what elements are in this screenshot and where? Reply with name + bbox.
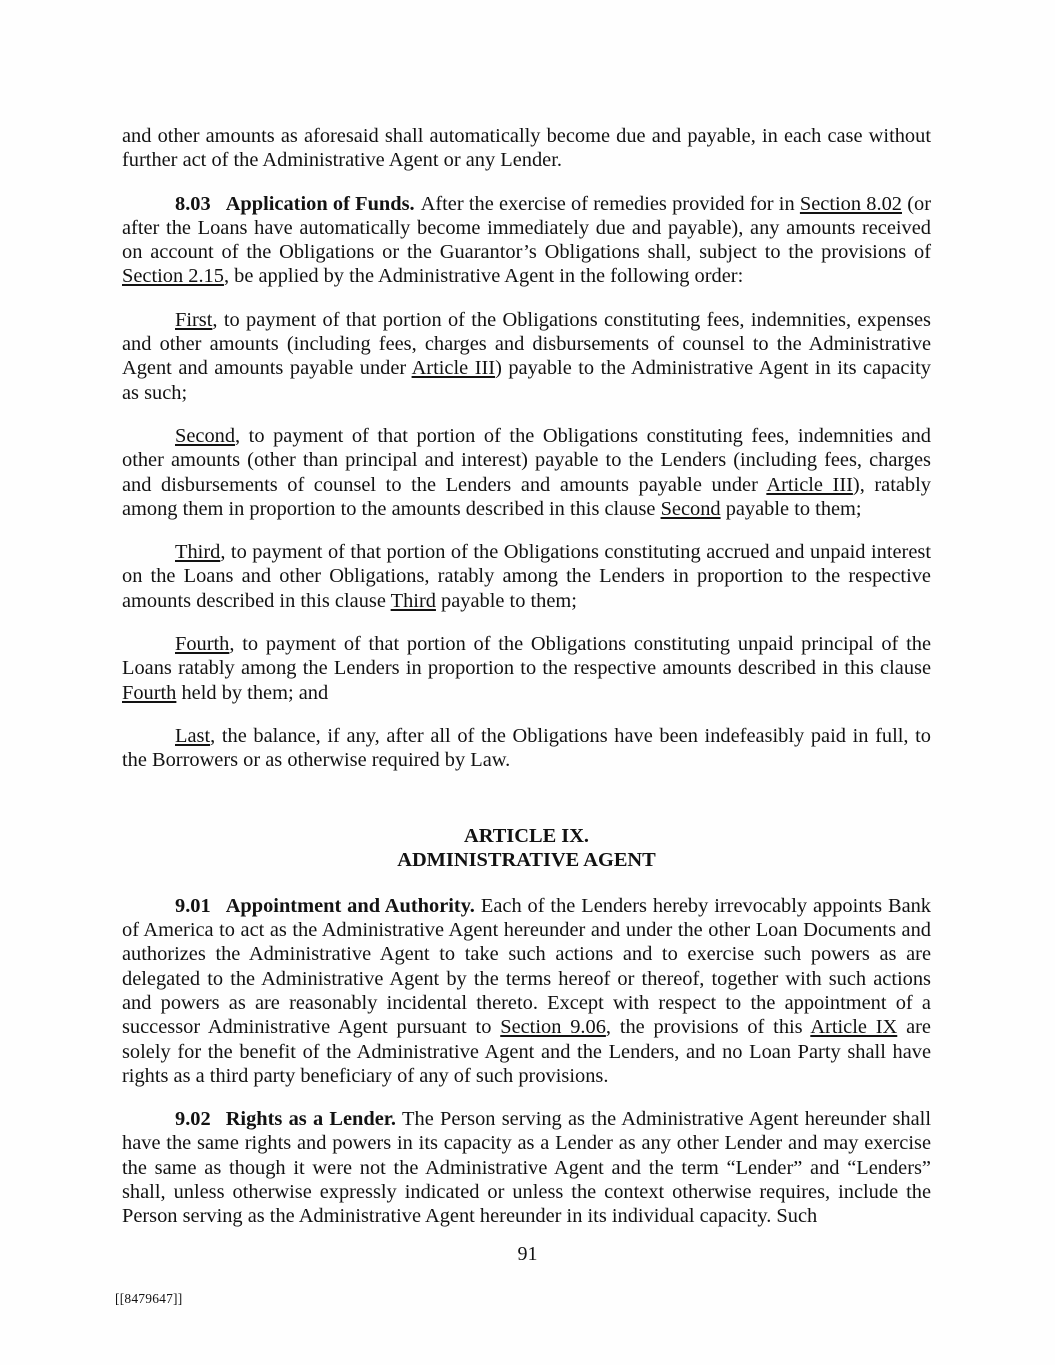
page-number: 91 [517,1243,538,1265]
body-text: , the provisions of this [605,1016,811,1039]
body-text: held by them; and [176,681,329,704]
body-text: , the balance, if any, after all of the Obligations have been indefeasibly paid in full, to the Borrowers or as otherwise required by Law. [122,724,931,772]
section-ref: Section 9.06 [500,1016,606,1039]
clause-third [122,540,931,613]
body-text: payable to them; [720,497,862,520]
clause-ref: Fourth [122,681,177,704]
body-text: and other amounts as aforesaid shall automatically become due and payable, in each case without further act of the Administrative Agent or any Lender. [122,125,931,172]
clause-fourth [122,632,931,705]
article-ix-heading [122,824,931,873]
section-8-03 [122,192,931,289]
body-text: , be applied by the Administrative Agent in the following order: [223,265,744,288]
section-9-02 [122,1107,931,1228]
clause-ref: Second [660,497,721,520]
body-text: are solely for the benefit of the Administrative Agent and the Lenders, and no Loan Party shall have rights as a third party beneficiary of any of such provisions. [122,1016,931,1087]
clause-ref: Third [390,589,436,612]
section-title: Rights as a Lender. [225,1108,397,1131]
section-ref: Article III [411,357,496,380]
section-title: Appointment and Authority. [225,894,475,917]
section-ref: Section 8.02 [799,192,902,215]
section-ref: Article III [766,473,853,496]
body-text: , to payment of that portion of the Obligations constituting accrued and unpaid interest on the Loans and other Obligations, ratably among the Lenders in proportion to the respective amounts described in this clause [122,541,931,612]
body-text: Each of the Lenders hereby irrevocably appoints Bank of America to act as the Administrative Agent hereunder and under the other Loan Documents and authorizes the Administrative Agent to take such actions and to exercise such powers as are delegated to the Administrative Agent by the terms hereof or thereof, together with such actions and powers as are reasonably incidental thereto. Except with respect to the appointment of a successor Administrative Agent pursuant to [122,894,932,1039]
body-text: payable to them; [435,589,577,612]
paragraph-runover [122,124,931,173]
clause-label: First [175,308,213,331]
body-text: ) payable to the Administrative Agent in its capacity as such; [122,357,931,404]
article-ref: Article IX [810,1016,898,1039]
body-text: After the exercise of remedies provided for in [420,192,800,215]
document-body [122,124,931,1248]
section-number: 8.03 [175,192,211,215]
document-id-stamp: [[8479647]] [115,1291,183,1306]
section-ref: Section 2.15 [122,265,224,288]
body-text: , to payment of that portion of the Obligations constituting fees, indemnities and other amounts (other than principal and interest) payable to the Lenders (including fees, charges and disbursements of counsel to the Lenders and amounts payable under [122,424,931,496]
section-number: 9.02 [175,1108,211,1131]
clause-second [122,424,931,521]
article-title: ADMINISTRATIVE AGENT [397,849,656,872]
body-text: The Person serving as the Administrative Agent hereunder shall have the same rights and powers in its capacity as a Lender as any other Lender and may exercise the same as though it were not the Administrative Agent and the term “Lender” and “Lenders” shall, unless otherwise expressly indicated or unless the context otherwise requires, include the Person serving as the Administrative Agent hereunder in its individual capacity. Such [122,1108,932,1228]
section-number: 9.01 [175,894,211,917]
clause-label: Last [175,724,211,747]
body-text: ), ratably among them in proportion to the amounts described in this clause [122,473,931,520]
article-number: ARTICLE IX. [463,824,590,847]
body-text: , to payment of that portion of the Obligations constituting fees, indemnities, expenses and other amounts (including fees, charges and disbursements of counsel to the Administrative Agent and amounts payable under [122,308,931,380]
clause-label: Second [175,424,236,447]
body-text: (or after the Loans have automatically become immediately due and payable), any amounts received on account of the Obligations or the Guarantor’s Obligations shall, subject to the provisions of [122,192,931,264]
clause-label: Third [175,541,221,564]
section-9-01 [122,894,931,1088]
body-text: , to payment of that portion of the Obligations constituting unpaid principal of the Loans ratably among the Lenders in proportion to the respective amounts described in this clause [122,633,931,680]
section-title: Application of Funds. [225,192,415,215]
clause-first [122,308,931,405]
clause-last [122,724,931,773]
clause-label: Fourth [175,633,230,656]
